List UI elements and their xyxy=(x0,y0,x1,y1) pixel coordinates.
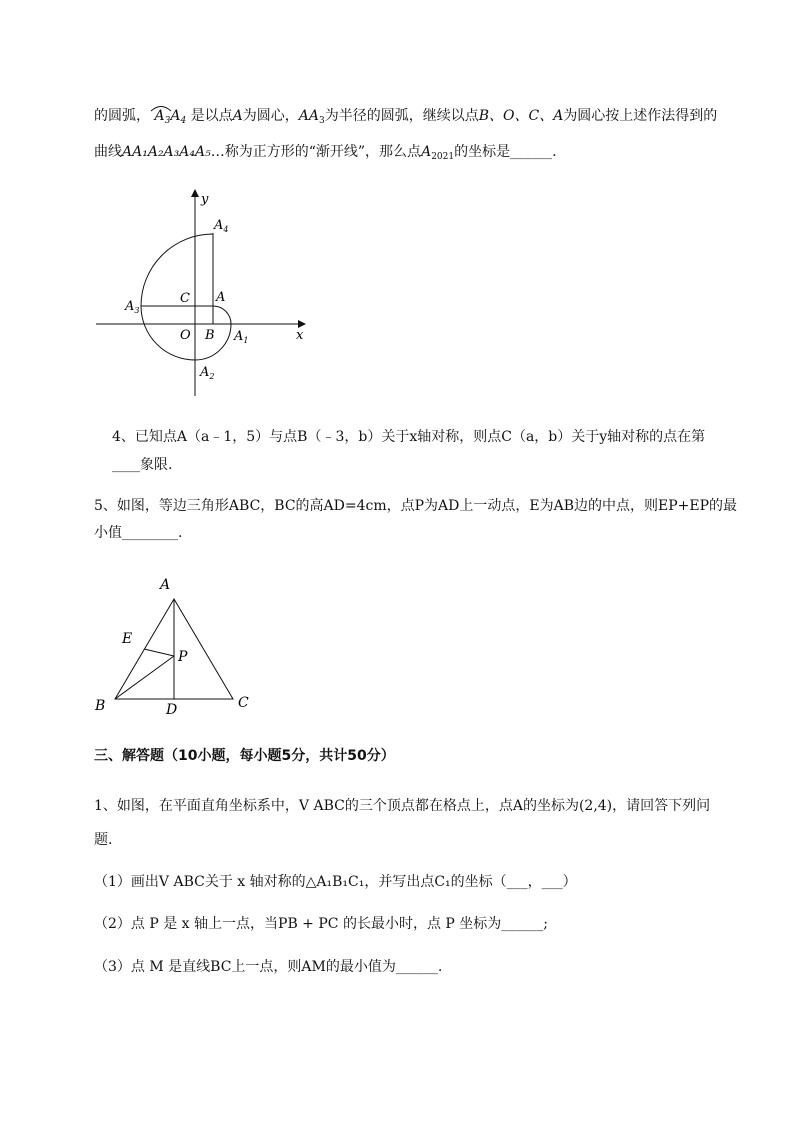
q5-line2: 小值________. xyxy=(94,525,183,541)
label-y: y xyxy=(201,192,209,207)
segment-bp xyxy=(115,656,174,699)
s3q1-part2: （2）点 P 是 x 轴上一点，当PB + PC 的长最小时，点 P 坐标为______; xyxy=(94,916,548,932)
arc-a-a1 xyxy=(213,306,231,324)
section-3-heading: 三、解答题（10小题，每小题5分，共计50分） xyxy=(94,748,395,764)
label-x: x xyxy=(296,328,304,343)
label-a2: $A_2$ xyxy=(200,365,215,381)
triangle-abc xyxy=(115,599,233,699)
s3q1-part3: （3）点 M 是直线BC上一点，则AM的最小值为______. xyxy=(94,959,443,975)
q4-line1: 4、已知点A（a﹣1，5）与点B（﹣3，b）关于x轴对称，则点C（a，b）关于y轴对称的点在第 xyxy=(112,429,706,445)
arc-a3-a4 xyxy=(141,234,213,306)
q5-line1: 5、如图，等边三角形ABC，BC的高AD=4cm，点P为AD上一动点，E为AB边的中点，则EP+EP的最 xyxy=(94,498,738,514)
label-a: A xyxy=(216,290,226,305)
label-tri-e: E xyxy=(122,631,133,647)
arc-a3a4-label: $A_3A_4$ xyxy=(150,108,191,124)
square-oabc xyxy=(195,306,213,324)
label-a4: $A_4$ xyxy=(214,218,229,234)
label-o: O xyxy=(180,328,191,343)
label-a3: $A_3$ xyxy=(125,299,140,315)
s3q1-line2: 题. xyxy=(94,832,113,848)
segment-ep xyxy=(144,649,174,656)
q3-text-line1: 的圆弧， $A_3A_4$ 是以点A为圆心，$AA_3$为半径的圆弧，继续以点B、O、C、A为圆心按上述作法得到的 xyxy=(94,106,717,131)
label-tri-a: A xyxy=(160,577,171,593)
label-tri-c: C xyxy=(238,695,249,711)
arc-a2-a3 xyxy=(141,306,195,360)
label-tri-p: P xyxy=(178,649,188,665)
label-b: B xyxy=(205,328,215,343)
label-c: C xyxy=(180,291,190,306)
arc-a1-a2 xyxy=(195,324,231,360)
s3q1-line1: 1、如图，在平面直角坐标系中，V ABC的三个顶点都在格点上，点A的坐标为(2,4)，请回答下列问 xyxy=(94,798,711,814)
label-tri-d: D xyxy=(166,702,178,718)
s3q1-part1: （1）画出V ABC关于 x 轴对称的△A₁B₁C₁，并写出点C₁的坐标（___，___） xyxy=(94,874,577,890)
label-a1: $A_1$ xyxy=(234,329,249,345)
label-tri-b: B xyxy=(95,698,106,714)
arc-mark-icon xyxy=(150,104,172,112)
q4-line2: ____象限. xyxy=(112,457,173,473)
q3-text-line2: 曲线AA₁A₂A₃A₄A₅…称为正方形的“渐开线”，那么点$A_{2021}$的坐标是______. xyxy=(94,144,557,162)
